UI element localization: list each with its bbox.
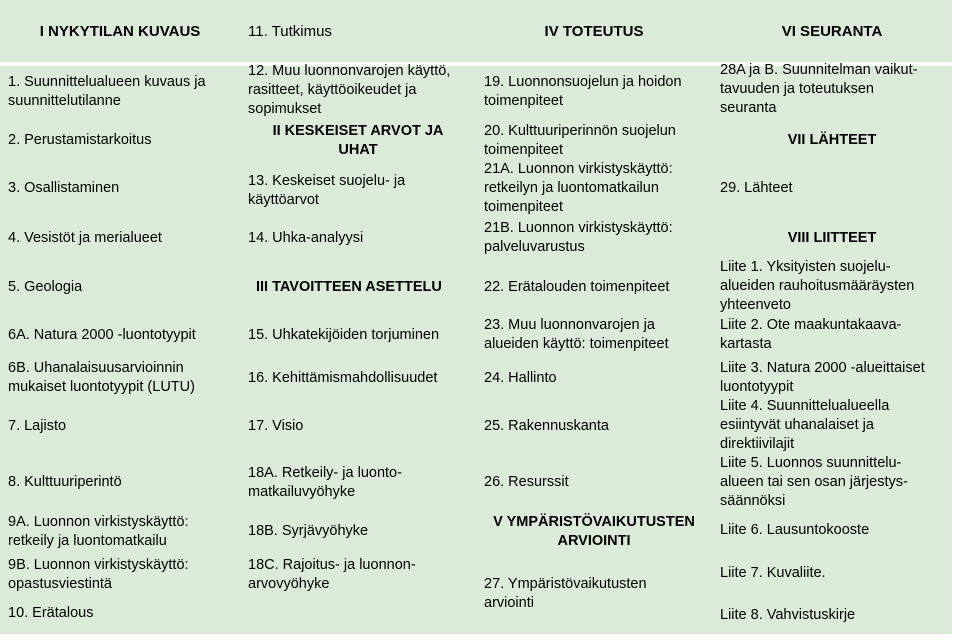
item-29: 29. Lähteet [720, 180, 793, 196]
liite-3: Liite 3. Natura 2000 -alueittaiset luontotyypit [720, 360, 925, 395]
header-label: IV TOTEUTUS [544, 22, 644, 40]
item-28: 28A ja B. Suunnitelman vaikut- tavuuden ja toteutuksen seuranta [720, 62, 918, 116]
section-heading-keskeiset-arvot: II KESKEISET ARVOT JA UHAT [272, 123, 444, 158]
item-26: 26. Resurssit [484, 474, 569, 490]
liite-8: Liite 8. Vahvistuskirje [720, 607, 856, 623]
item-6a: 6A. Natura 2000 -luontotyypit [8, 327, 196, 343]
item-19: 19. Luonnonsuojelun ja hoidon toimenpiteet [484, 74, 682, 109]
item-12: 12. Muu luonnonvarojen käyttö, rasitteet, käyttöoikeudet ja sopimukset [248, 63, 451, 117]
item-9b: 9B. Luonnon virkistyskäyttö: opastusviestintä [8, 557, 189, 592]
item-6b: 6B. Uhanalaisuusarvioinnin mukaiset luontotyypit (LUTU) [8, 360, 195, 395]
section-heading-liitteet: VIII LIITTEET [787, 230, 877, 246]
item-21a: 21A. Luonnon virkistyskäyttö: retkeilyn ja luontomatkailun toimenpiteet [484, 161, 673, 215]
item-27: 27. Ympäristövaikutusten arviointi [484, 576, 647, 611]
header-label: VI SEURANTA [781, 22, 883, 40]
section-heading-ymparistovaikutukset: V YMPÄRISTÖVAIKUTUSTEN ARVIOINTI [493, 514, 695, 549]
item-3: 3. Osallistaminen [8, 180, 120, 196]
item-5: 5. Geologia [8, 279, 83, 295]
liite-6: Liite 6. Lausuntokooste [720, 522, 870, 538]
liite-1: Liite 1. Yksityisten suojelu- alueiden rauhoitusmääräysten yhteenveto [720, 259, 915, 313]
item-1: 1. Suunnittelualueen kuvaus ja suunnittelutilanne [8, 74, 206, 109]
item-20: 20. Kulttuuriperinnön suojelun toimenpiteet [484, 123, 676, 158]
liite-5: Liite 5. Luonnos suunnittelu- alueen tai sen osan järjestys- säännöksi [720, 455, 908, 509]
item-22: 22. Erätalouden toimenpiteet [484, 279, 670, 295]
liite-4: Liite 4. Suunnittelualueella esiintyvät uhanalaiset ja direktiivilajit [720, 398, 890, 452]
item-4: 4. Vesistöt ja merialueet [8, 230, 162, 246]
item-8: 8. Kulttuuriperintö [8, 474, 122, 490]
section-heading-tavoitteen-asettelu: III TAVOITTEEN ASETTELU [256, 279, 442, 295]
liite-2: Liite 2. Ote maakuntakaava- kartasta [720, 317, 902, 352]
item-15: 15. Uhkatekijöiden torjuminen [248, 327, 440, 343]
column-header-nykytila [0, 0, 240, 62]
item-13: 13. Keskeiset suojelu- ja käyttöarvot [248, 173, 406, 208]
column-header-seuranta [712, 0, 952, 62]
item-16: 16. Kehittämismahdollisuudet [248, 370, 438, 386]
item-18a: 18A. Retkeily- ja luonto- matkailuvyöhyke [248, 465, 402, 500]
item-10: 10. Erätalous [8, 605, 94, 621]
item-2: 2. Perustamistarkoitus [8, 132, 152, 148]
column-header-tutkimus [240, 0, 484, 62]
header-label: 11. Tutkimus [248, 22, 332, 40]
item-17: 17. Visio [248, 418, 304, 434]
item-23: 23. Muu luonnonvarojen ja alueiden käyttö: toimenpiteet [484, 317, 669, 352]
liite-7: Liite 7. Kuvaliite. [720, 565, 826, 581]
column-header-toteutus [476, 0, 712, 62]
item-14: 14. Uhka-analyysi [248, 230, 364, 246]
section-heading-lahteet: VII LÄHTEET [787, 132, 877, 148]
item-25: 25. Rakennuskanta [484, 418, 609, 434]
header-label: I NYKYTILAN KUVAUS [39, 22, 201, 40]
item-7: 7. Lajisto [8, 418, 67, 434]
item-18c: 18C. Rajoitus- ja luonnon- arvovyöhyke [248, 557, 416, 592]
item-18b: 18B. Syrjävyöhyke [248, 523, 369, 539]
item-9a: 9A. Luonnon virkistyskäyttö: retkeily ja luontomatkailu [8, 514, 189, 549]
item-24: 24. Hallinto [484, 370, 557, 386]
item-21b: 21B. Luonnon virkistyskäyttö: palveluvarustus [484, 220, 673, 255]
